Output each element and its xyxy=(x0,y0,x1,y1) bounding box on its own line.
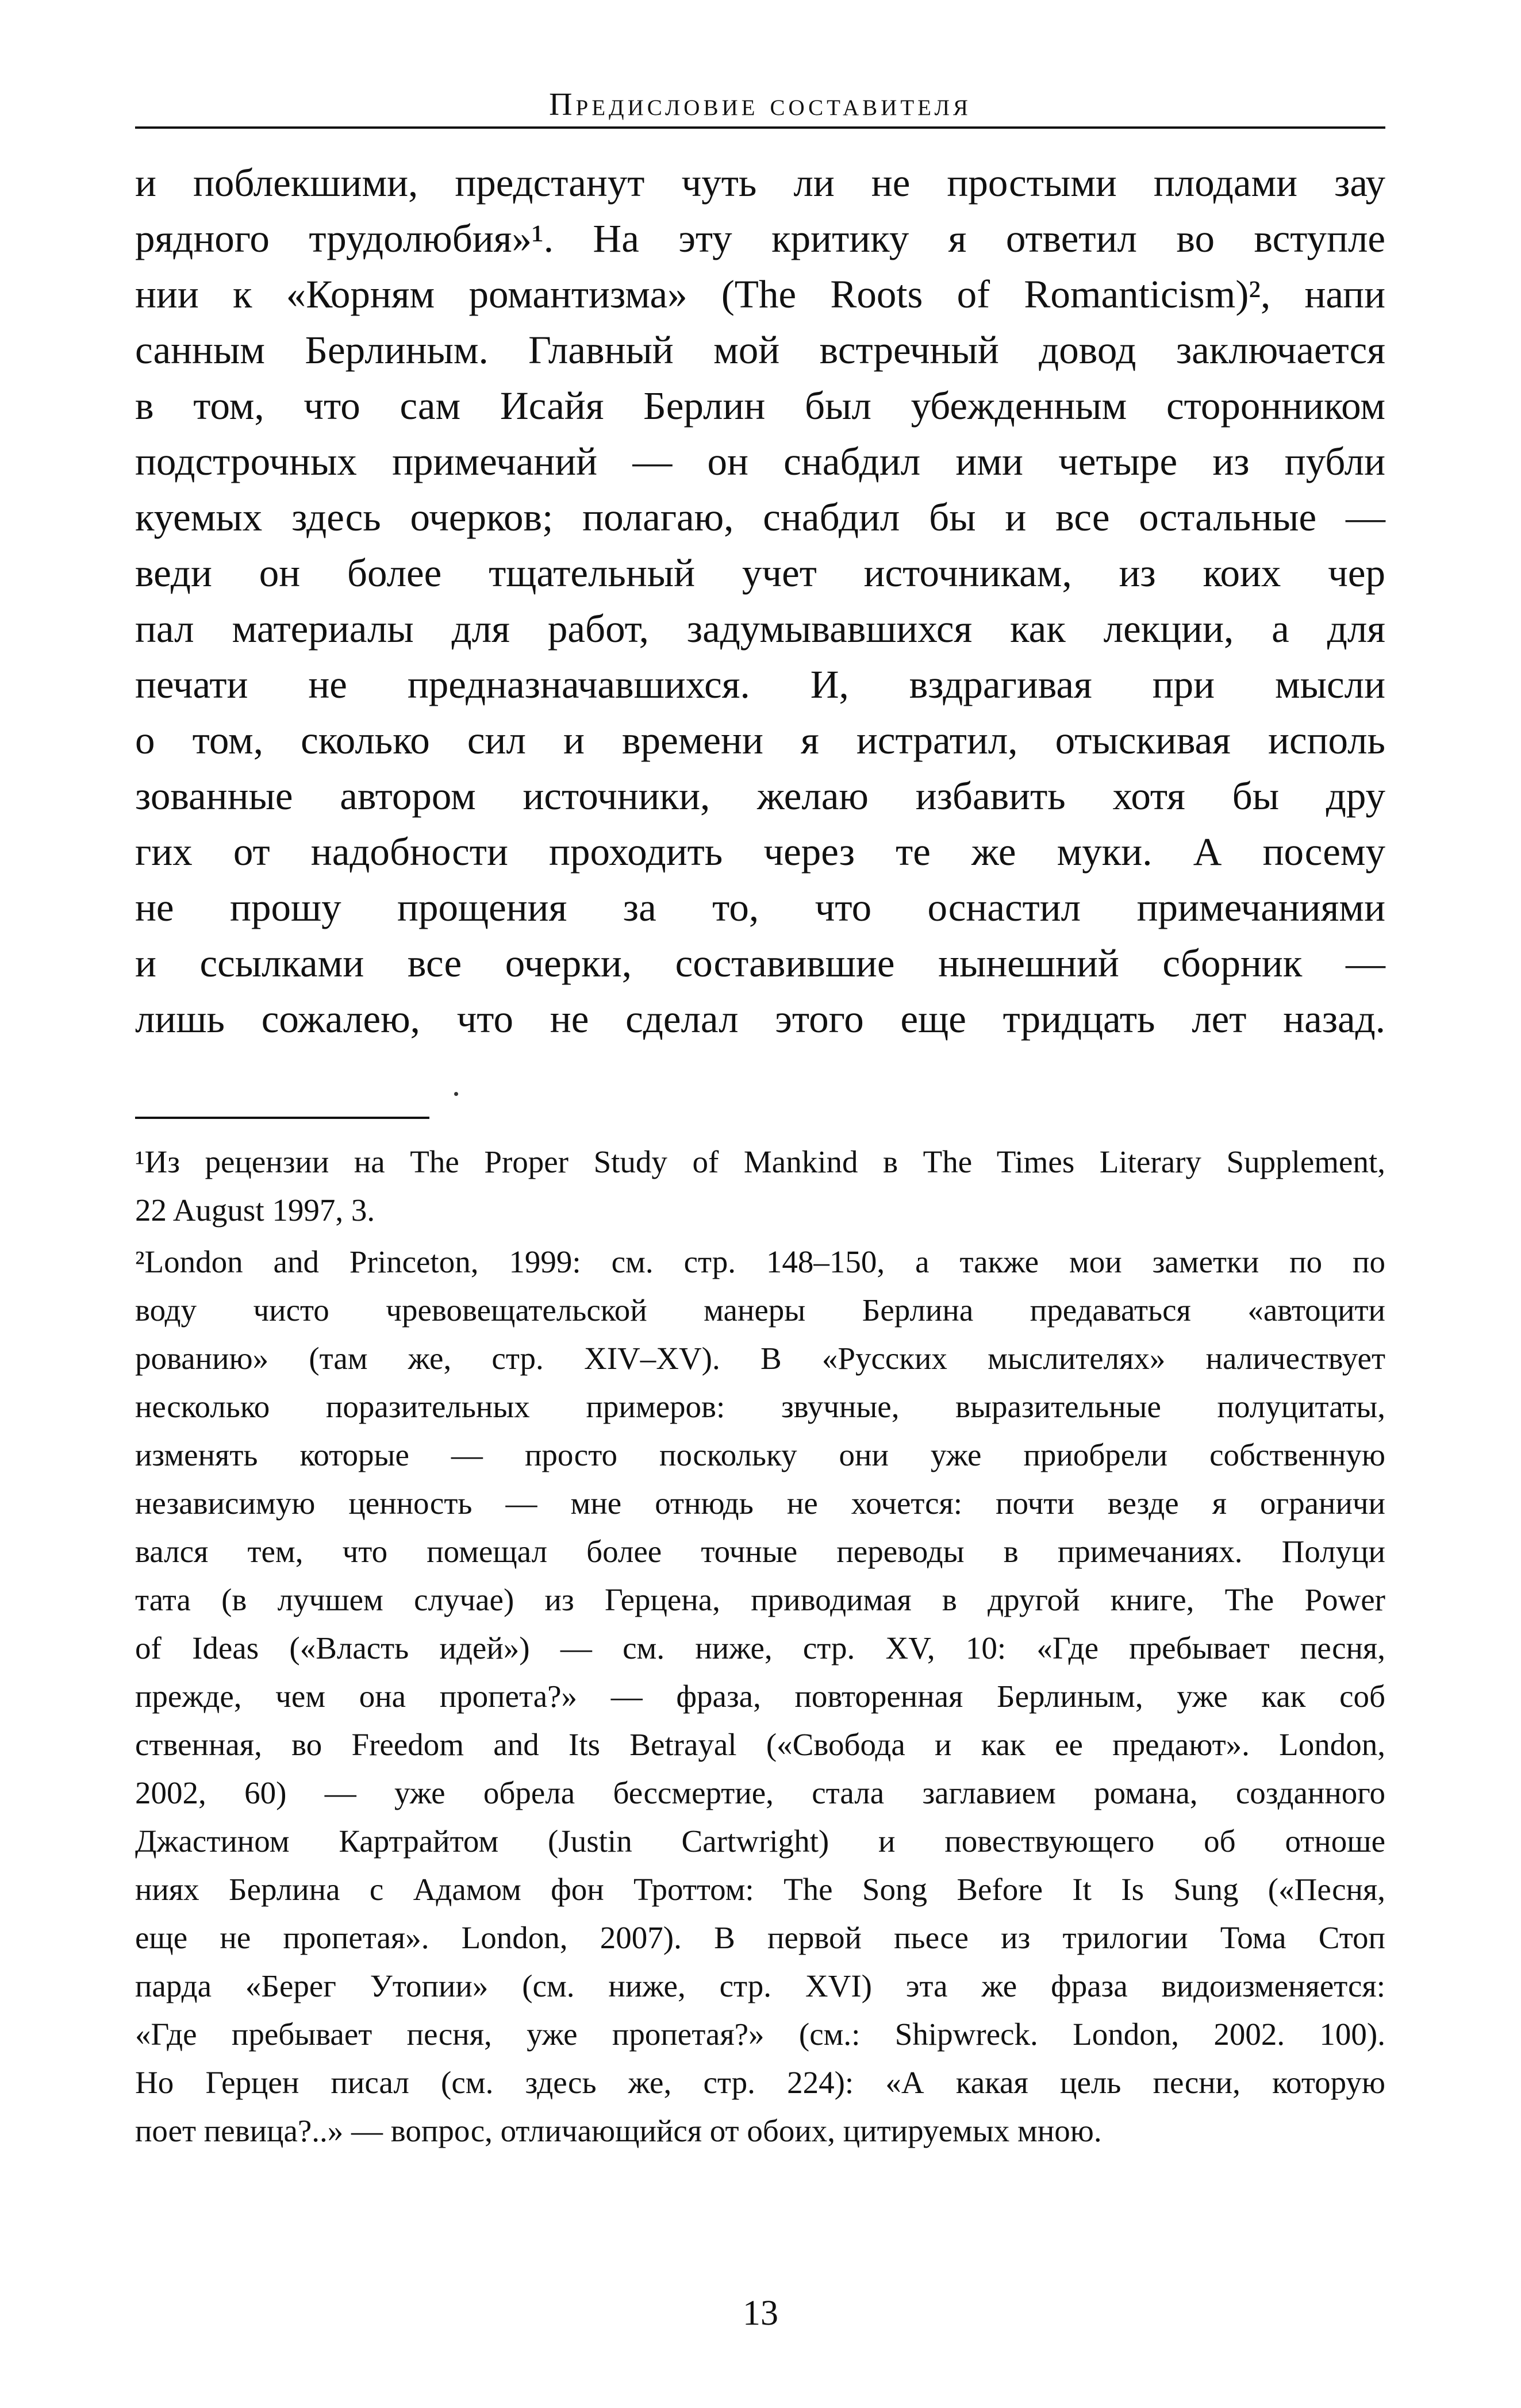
footnote-line: ²London and Princeton, 1999: см. стр. 148–150, а также мои заметки по по xyxy=(135,1244,1385,1279)
body-line: печати не предназначавшихся. И, вздрагивая при мысли xyxy=(135,663,1385,706)
body-line: в том, что сам Исайя Берлин был убежденным сторонником xyxy=(135,384,1385,428)
body-line: и поблекшими, предстанут чуть ли не простыми плодами зау xyxy=(135,161,1385,205)
page-number: 13 xyxy=(743,2294,778,2333)
footnote-1 xyxy=(135,1138,1385,1234)
footnote-line: парда «Берег Утопии» (см. ниже, стр. XVI) эта же фраза видоизменяется: xyxy=(135,1968,1385,2003)
footnote-line: 22 August 1997, 3. xyxy=(135,1193,375,1228)
body-line: санным Берлиным. Главный мой встречный довод заключается xyxy=(135,328,1385,372)
footnote-rule xyxy=(135,1117,429,1119)
body-line: о том, сколько сил и времени я истратил, отыскивая исполь xyxy=(135,718,1385,762)
footnote-line: ственная, во Freedom and Its Betrayal («Свобода и как ее предают». London, xyxy=(135,1727,1385,1762)
footnote-line: ниях Берлина с Адамом фон Троттом: The Song Before It Is Sung («Песня, xyxy=(135,1872,1385,1907)
footnote-line: Джастином Картрайтом (Justin Cartwright) и повествующего об отноше xyxy=(135,1824,1385,1859)
body-line: нии к «Корням романтизма» (The Roots of Romanticism)², напи xyxy=(135,272,1385,316)
body-line: зованные автором источники, желаю избавить хотя бы дру xyxy=(135,774,1385,818)
body-line: подстрочных примечаний — он снабдил ими четыре из публи xyxy=(135,440,1385,483)
footnote-line: «Где пребывает песня, уже пропетая?» (см.: Shipwreck. London, 2002. 100). xyxy=(135,2017,1385,2052)
body-line: пал материалы для работ, задумывавшихся как лекции, а для xyxy=(135,607,1385,651)
footnote-line: несколько поразительных примеров: звучные, выразительные полуцитаты, xyxy=(135,1389,1385,1424)
body-line: куемых здесь очерков; полагаю, снабдил бы и все остальные — xyxy=(135,495,1385,539)
footnote-line: поет певица?..» — вопрос, отличающийся от обоих, цитируемых мною. xyxy=(135,2113,1102,2148)
header-rule xyxy=(135,126,1385,129)
body-line: и ссылками все очерки, составившие нынешний сборник — xyxy=(135,941,1385,985)
footnote-line: независимую ценность — мне отнюдь не хочется: почти везде я ограничи xyxy=(135,1486,1385,1521)
body-line: рядного трудолюбия»¹. На эту критику я ответил во вступле xyxy=(135,217,1385,260)
footnote-line: воду чисто чревовещательской манеры Берлина предаваться «автоцити xyxy=(135,1293,1385,1328)
footnote-line: of Ideas («Власть идей») — см. ниже, стр. XV, 10: «Где пребывает песня, xyxy=(135,1630,1385,1665)
footnote-line: тата (в лучшем случае) из Герцена, приводимая в другой книге, The Power xyxy=(135,1582,1385,1617)
body-line: веди он более тщательный учет источникам, из коих чер xyxy=(135,551,1385,595)
body-text xyxy=(135,155,1385,1047)
body-line: лишь сожалею, что не сделал этого еще тридцать лет назад. xyxy=(135,997,1385,1041)
footnote-line: вался тем, что помещал более точные переводы в примечаниях. Полуци xyxy=(135,1534,1385,1569)
running-header: Предисловие составителя xyxy=(549,87,971,122)
footnote-line: прежде, чем она пропета?» — фраза, повторенная Берлиным, уже как соб xyxy=(135,1679,1385,1714)
footnote-line: рованию» (там же, стр. XIV–XV). В «Русских мыслителях» наличествует xyxy=(135,1341,1385,1376)
footnote-2 xyxy=(135,1238,1385,2155)
footnotes xyxy=(135,1138,1385,2159)
footnote-line: Но Герцен писал (см. здесь же, стр. 224): «А какая цель песни, которую xyxy=(135,2065,1385,2100)
body-line: гих от надобности проходить через те же муки. А посему xyxy=(135,830,1385,874)
footnote-line: еще не пропетая». London, 2007). В первой пьесе из трилогии Тома Стоп xyxy=(135,1920,1385,1955)
footnote-line: изменять которые — просто поскольку они уже приобрели собственную xyxy=(135,1437,1385,1472)
footnote-line: ¹Из рецензии на The Proper Study of Mankind в The Times Literary Supplement, xyxy=(135,1144,1385,1179)
body-line: не прошу прощения за то, что оснастил примечаниями xyxy=(135,886,1385,929)
footnote-line: 2002, 60) — уже обрела бессмертие, стала заглавием романа, созданного xyxy=(135,1775,1385,1810)
stray-dot xyxy=(454,1092,458,1096)
